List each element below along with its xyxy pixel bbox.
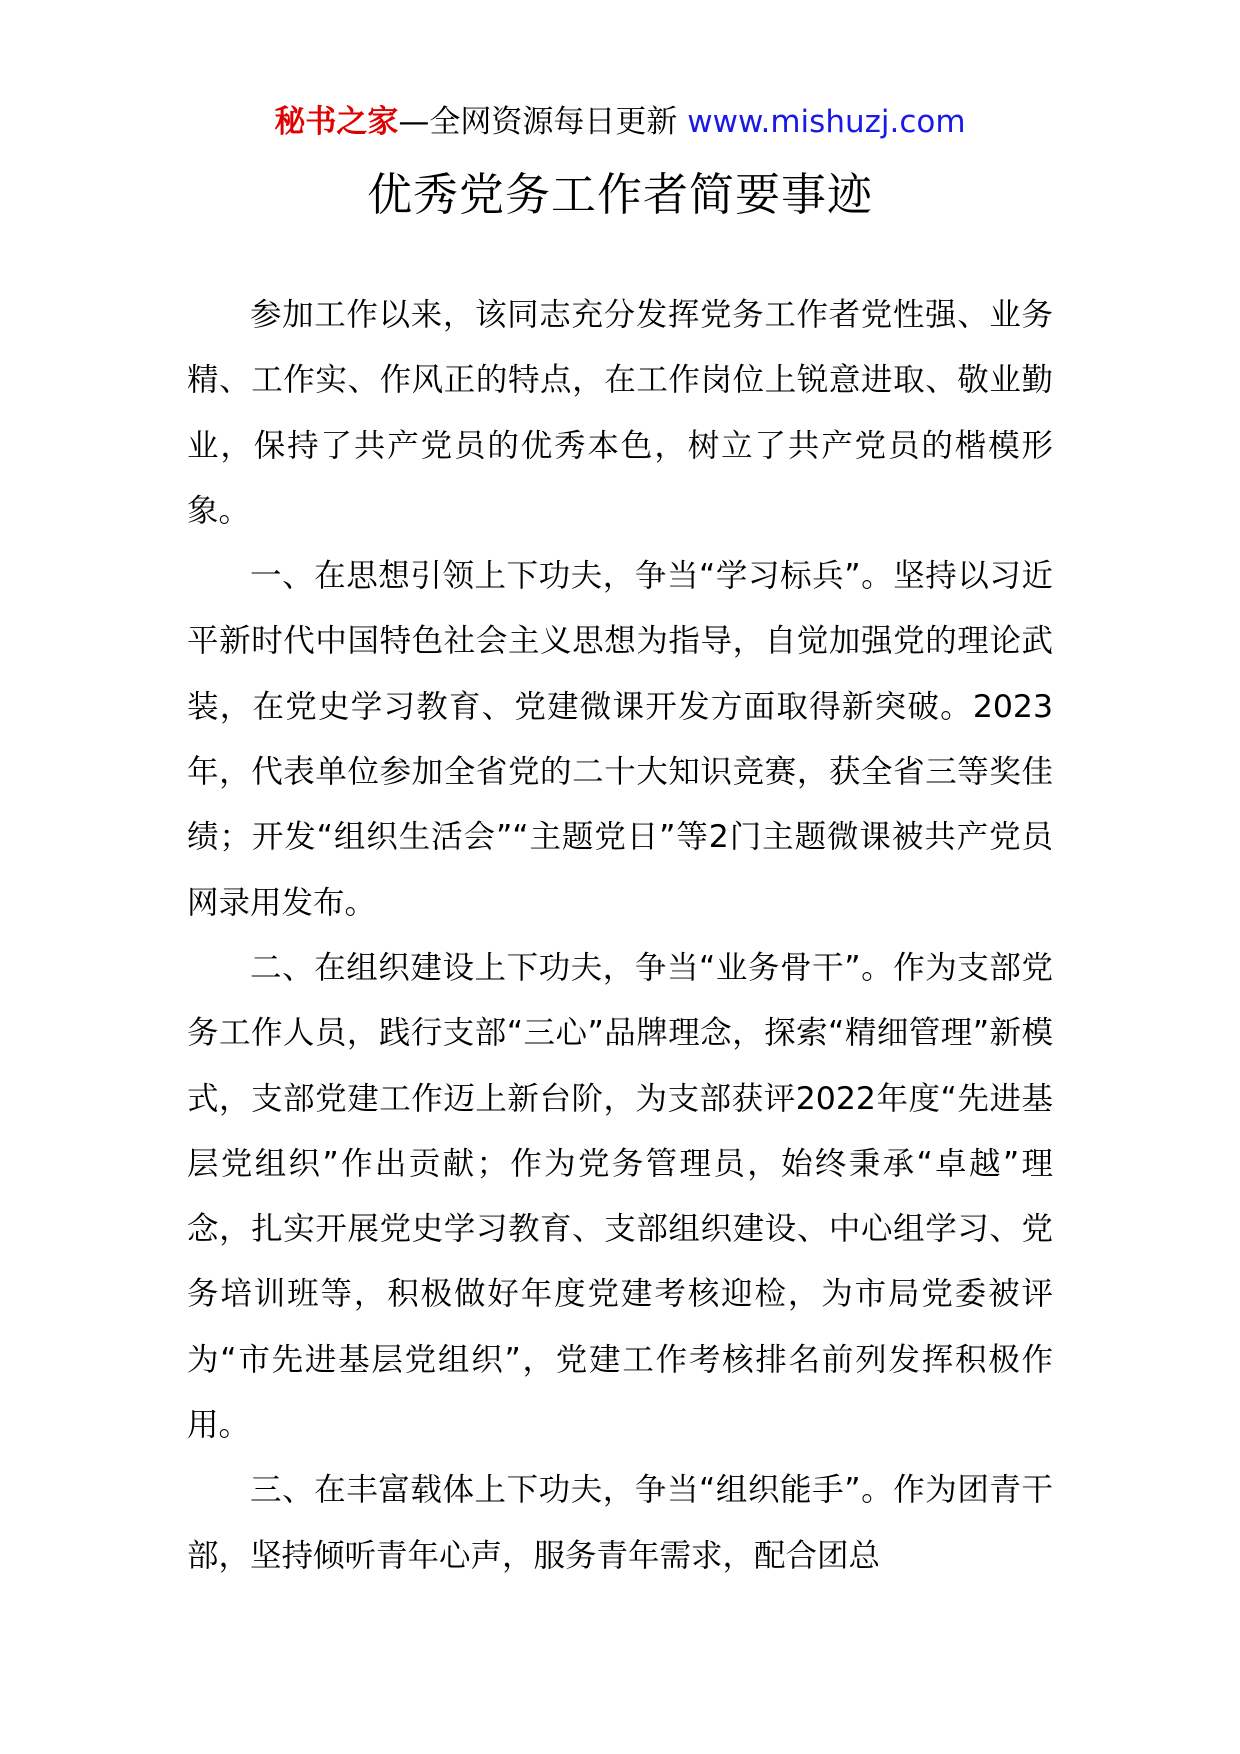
paragraph-section-3: 三、在丰富载体上下功夫，争当“组织能手”。作为团青干部，坚持倾听青年心声，服务青年需求，配合团总 [187, 1472, 1053, 1574]
paragraph-intro: 参加工作以来，该同志充分发挥党务工作者党性强、业务精、工作实、作风正的特点，在工作岗位上锐意进取、敬业勤业，保持了共产党员的优秀本色，树立了共产党员的楷模形象。 [187, 297, 1053, 529]
site-slogan: —全网资源每日更新 [398, 104, 678, 140]
site-header [0, 100, 1240, 144]
paragraph-section-2: 二、在组织建设上下功夫，争当“业务骨干”。作为支部党务工作人员，践行支部“三心”品牌理念，探索“精细管理”新模式，支部党建工作迈上新台阶，为支部获评2022年度“先进基层党组织”作出贡献；作为党务管理员，始终秉承“卓越”理念，扎实开展党史学习教育、支部组织建设、中心组学习、党务培训班等，积极做好年度党建考核迎检，为市局党委被评为“市先进基层党组织”，党建工作考核排名前列发挥积极作用。 [187, 949, 1053, 1444]
document-body [187, 283, 1053, 1589]
site-url-link[interactable]: www.mishuzj.com [687, 104, 966, 140]
site-brand: 秘书之家 [274, 104, 399, 140]
paragraph-section-1: 一、在思想引领上下功夫，争当“学习标兵”。坚持以习近平新时代中国特色社会主义思想为指导，自觉加强党的理论武装，在党史学习教育、党建微课开发方面取得新突破。2023年，代表单位参加全省党的二十大知识竞赛，获全省三等奖佳绩；开发“组织生活会”“主题党日”等2门主题微课被共产党员网录用发布。 [187, 558, 1053, 921]
document-title: 优秀党务工作者简要事迹 [366, 168, 873, 221]
